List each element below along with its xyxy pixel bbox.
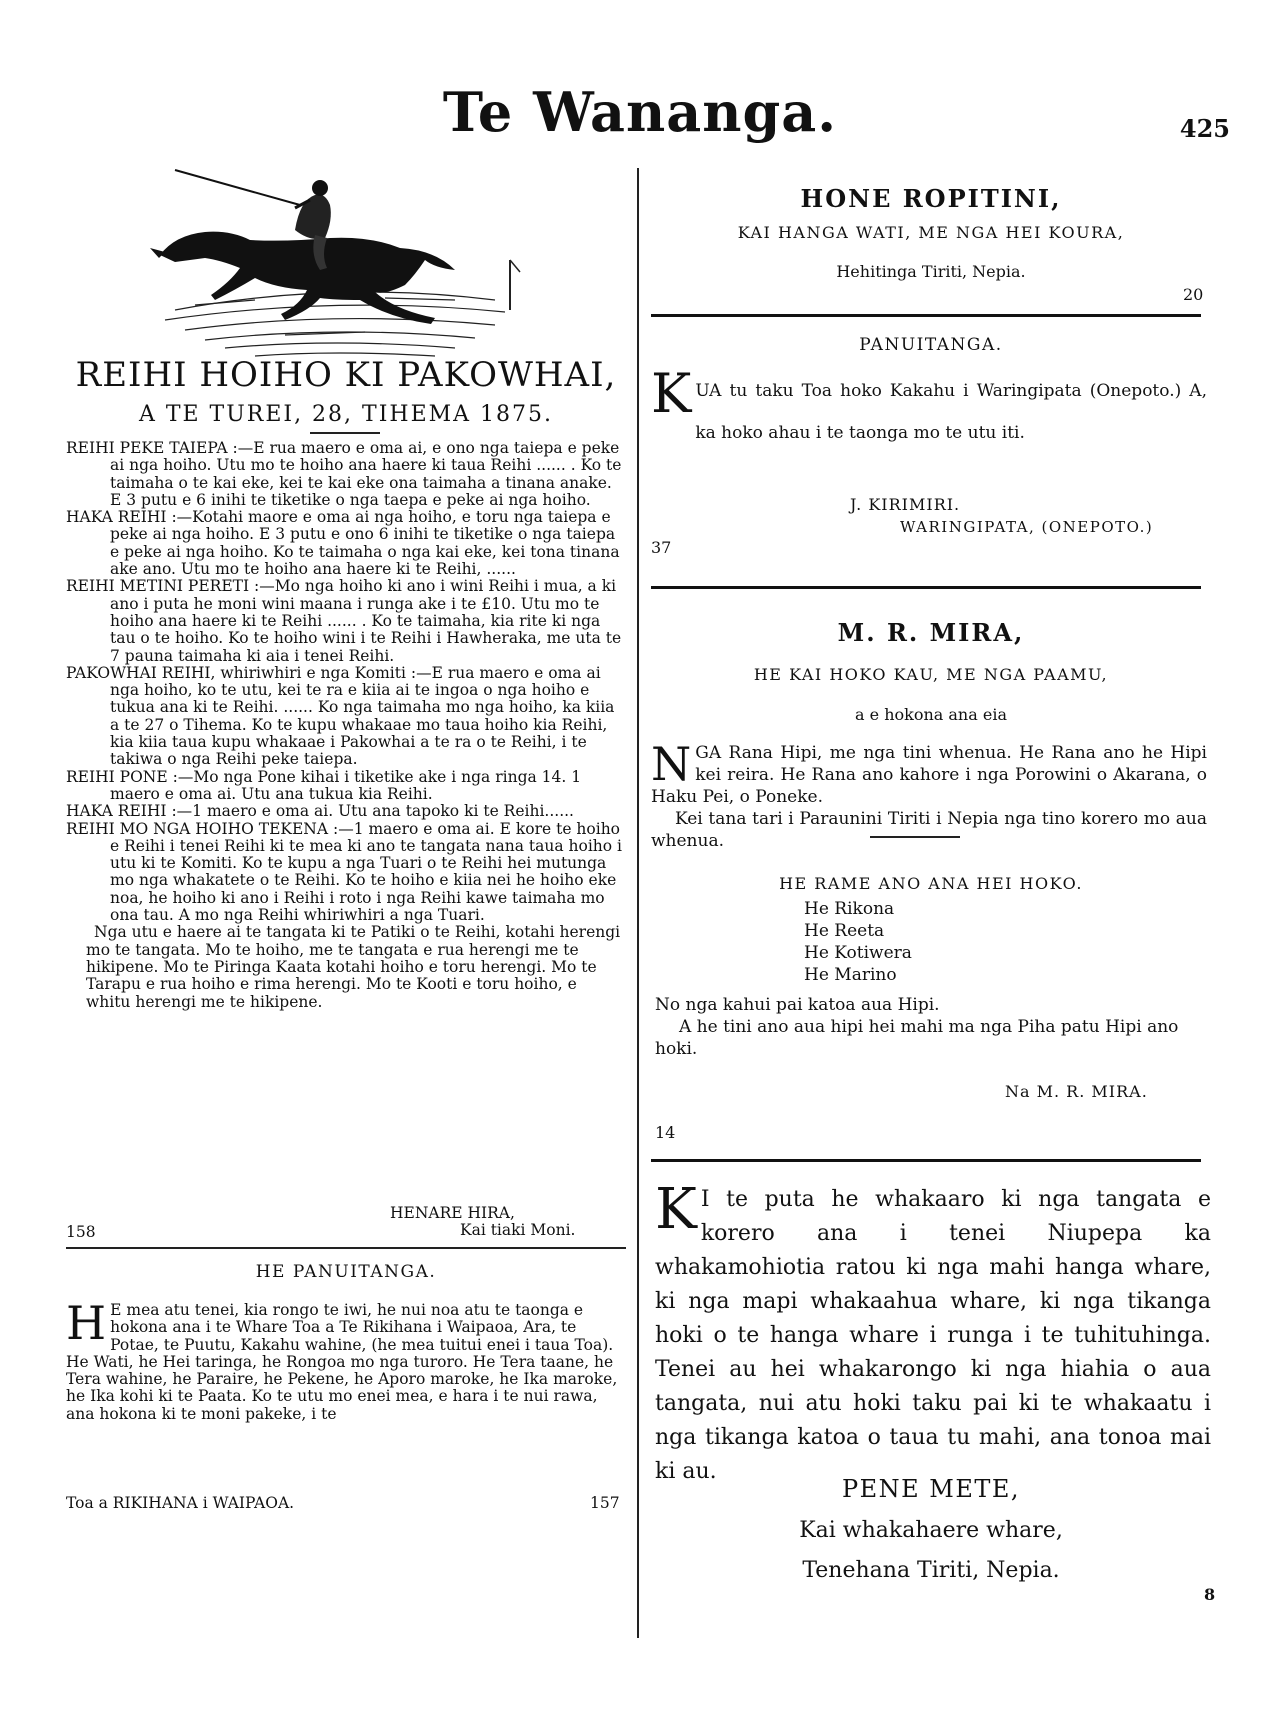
ad2-title: PANUITANGA. — [859, 335, 1003, 355]
page-number: 425 — [1179, 114, 1230, 143]
signer-role: Kai tiaki Moni. — [460, 1221, 576, 1239]
ad3-text: GA Rana Hipi, me nga tini whenua. He Rana ano he Hipi kei reira. He Rana ano kahore i nga Porowini o Akarana, o Haku Pei, o Poneke. — [651, 743, 1207, 807]
entry-reihi-metini-pereti: REIHI METINI PERETI :—Mo nga hoiho ki ano i wini Reihi i mua, a ki ano i puta he moni wini maana i runga ake i te £10. Utu mo te hoiho ana haere ki te Reihi ...... . Ko te taimaha, kia rite ki nga tau o te hoiho. Ko te hoiho wini i te Reihi i Hawheraka, me uta te 7 pauna taimaha ki aia i tenei Reihi. — [66, 577, 622, 665]
rule-right-1 — [651, 314, 1201, 317]
race-date: A TE TUREI, 28, TIHEMA 1875. — [138, 402, 554, 427]
ram-item: He Rikona — [804, 899, 895, 919]
entry-haka-reihi: HAKA REIHI :—Kotahi maore e oma ai nga hoiho, e toru nga taiepa e peke ai nga hoiho. E 3 putu e ono 6 inihi te tiketike o nga taiepa e peke ai nga hoiho. Ko te taimaha o nga kai eke, kei tona tinana ake ano. Utu mo te hoiho ana haere ki te Reihi, ...... — [66, 508, 620, 579]
ad2-number: 37 — [651, 538, 672, 557]
ad2-signer: J. KIRIMIRI. — [850, 495, 961, 514]
ad3-rams-title: HE RAME ANO ANA HEI HOKO. — [779, 874, 1083, 893]
ad3-sub: a e hokona ana eia — [855, 705, 1007, 724]
entry-reihi-hoiho-tekena: REIHI MO NGA HOIHO TEKENA :—1 maero e oma ai. E kore te hoiho e Reihi i tenei Reihi ki te mea ki ano te tangata nana taua hoiho i utu ki te Komiti. Ko te kupu a nga Tuari o te Reihi hei mutunga mo nga whakatete o te Reihi. Ko te hoiho e kiia nei he hoiho eke noa, he hoiho ki ano i Reihi i roto i nga Reihi kawe taimaha mo ona tau. A mo nga Reihi whiriwhiri a nga Tuari. — [66, 819, 622, 925]
rule-right-3 — [651, 1159, 1201, 1162]
ad4-role: Kai whakahaere whare, — [799, 1518, 1063, 1543]
ad4-number: 8 — [1204, 1585, 1216, 1604]
race-entries — [66, 440, 626, 1011]
notice-title: HE PANUITANGA. — [255, 1262, 437, 1282]
ram-item: He Reeta — [804, 921, 885, 941]
short-rule-right — [870, 836, 960, 838]
ad4-dropcap: K — [655, 1177, 697, 1242]
rule-left-1 — [66, 1247, 626, 1249]
ad3-sign: Na M. R. MIRA. — [1005, 1082, 1148, 1101]
ad3-name: M. R. MIRA, — [837, 618, 1025, 647]
ad2-dropcap: K — [651, 362, 692, 425]
short-rule — [310, 432, 380, 434]
ad2-text: UA tu taku Toa hoko Kakahu i Waringipata (Onepoto.) A, ka hoko ahau i te taonga mo te utu iti. — [695, 381, 1207, 443]
notice-signature: Toa a RIKIHANA i WAIPAOA. — [66, 1494, 295, 1512]
ad3-rams-list — [804, 898, 912, 986]
entry-haka-reihi-2: HAKA REIHI :—1 maero e oma ai. Utu ana tapoko ki te Reihi...... — [66, 802, 574, 821]
notice-dropcap: H — [66, 1296, 107, 1350]
ad3-dropcap: N — [651, 737, 692, 791]
entry-reihi-pone: REIHI PONE :—Mo nga Pone kihai i tiketike ake i nga ringa 14. 1 maero e oma ai. Utu ana tukua kia Reihi. — [66, 767, 582, 803]
ad-number-158: 158 — [66, 1223, 96, 1241]
ad4-address: Tenehana Tiriti, Nepia. — [802, 1558, 1060, 1583]
ad4-name: PENE METE, — [841, 1475, 1021, 1503]
ad3-text2: Kei tana tari i Paraunini Tiriti i Nepia nga tino korero mo aua whenua. — [651, 809, 1207, 851]
column-divider — [637, 168, 639, 1638]
ad4-body — [655, 1177, 1211, 1489]
ad3-closing — [655, 994, 1207, 1060]
ram-item: He Kotiwera — [804, 943, 912, 963]
masthead-title: Te Wananga. — [442, 80, 838, 144]
signer-name: HENARE HIRA, — [390, 1204, 515, 1222]
notice-text: E mea atu tenei, kia rongo te iwi, he nui noa atu te taonga e hokona ana i te Whare Toa a Te Rikihana i Waipaoa, Ara, te Potae, te Puutu, Kakahu wahine, (he mea tuitui enei i taua Toa). He Wati, he Hei taringa, he Rongoa mo nga turoro. He Tera taane, he Tera wahine, he Paraire, he Pekene, he Aporo maroke, he Ika maroke, he Ika kohi ki te Paata. Ko te utu mo enei mea, e hara i te nui rawa, ana hokona ki te moni pakeke, i te — [66, 1301, 618, 1423]
notice-body — [66, 1296, 626, 1423]
entry-reihi-peke-taiepa: REIHI PEKE TAIEPA :—E rua maero e oma ai, e ono nga taiepa e peke ai nga hoiho. Utu mo te hoiho ana haere ki taua Reihi ...... . Ko te taimaha o te kai eke, kei te kai eke ona taimaha a tinana anake. E 3 putu e 6 inihi te tiketike o nga taepa e peke ai nga hoiho. — [66, 439, 622, 509]
ad2-body — [651, 362, 1207, 454]
ad3-trade: HE KAI HOKO KAU, ME NGA PAAMU, — [753, 665, 1109, 684]
ad1-name: HONE ROPITINI, — [800, 184, 1062, 213]
entry-pakowhai-reihi: PAKOWHAI REIHI, whiriwhiri e nga Komiti :—E rua maero e oma ai nga hoiho, ko te utu, kei te ra e kiia ai te ingoa o nga hoiho e tukua ana ki te Reihi. ...... Ko nga taimaha mo nga hoiho, ka kiia a te 27 o Tihema. Ko te kupu whakaae mo taua hoiho kia Reihi, kia kiia taua kupu whakaae i Pakowhai a te ra o te Reihi, i te takiwa o nga Reihi peke taiepa. — [66, 663, 615, 769]
ram-item: He Marino — [804, 965, 897, 985]
ad3-number: 14 — [655, 1123, 676, 1142]
ad1-address: Hehitinga Tiriti, Nepia. — [836, 262, 1026, 281]
ad1-number: 20 — [1183, 285, 1204, 304]
rule-right-2 — [651, 586, 1201, 589]
ad3-text4: A he tini ano aua hipi hei mahi ma nga Piha patu Hipi ano hoki. — [655, 1017, 1179, 1059]
racehorse-engraving — [135, 160, 545, 360]
ad3-text3: No nga kahui pai katoa aua Hipi. — [655, 995, 940, 1015]
ad1-trade: KAI HANGA WATI, ME NGA HEI KOURA, — [737, 223, 1125, 242]
ad4-text: I te puta he whakaaro ki nga tangata e korero ana i tenei Niupepa ka whakamohiotia ratou ki nga mahi hanga whare, ki nga mapi whakaahua whare, ki nga tikanga hoki o te hanga whare i runga i te tuhituhinga. Tenei au hei whakarongo ki nga hiahia o aua tangata, nui atu hoki taku pai ki te whakaatu i nga tikanga katoa o taua tu mahi, ana tonoa mai ki au. — [655, 1187, 1211, 1484]
ad-number-157: 157 — [590, 1494, 620, 1512]
fees-paragraph: Nga utu e haere ai te tangata ki te Patiki o te Reihi, kotahi herengi mo te tangata. Mo te hoiho, me te tangata e rua herengi me te hikipene. Mo te Piringa Kaata kotahi hoiho e toru herengi. Mo te Tarapu e rua hoiho e rima herengi. Mo te Kooti e toru hoiho, e whitu herengi me te hikipene. — [86, 923, 621, 1011]
ad2-place: WARINGIPATA, (ONEPOTO.) — [900, 518, 1154, 536]
race-title: REIHI HOIHO KI PAKOWHAI, — [75, 355, 617, 395]
